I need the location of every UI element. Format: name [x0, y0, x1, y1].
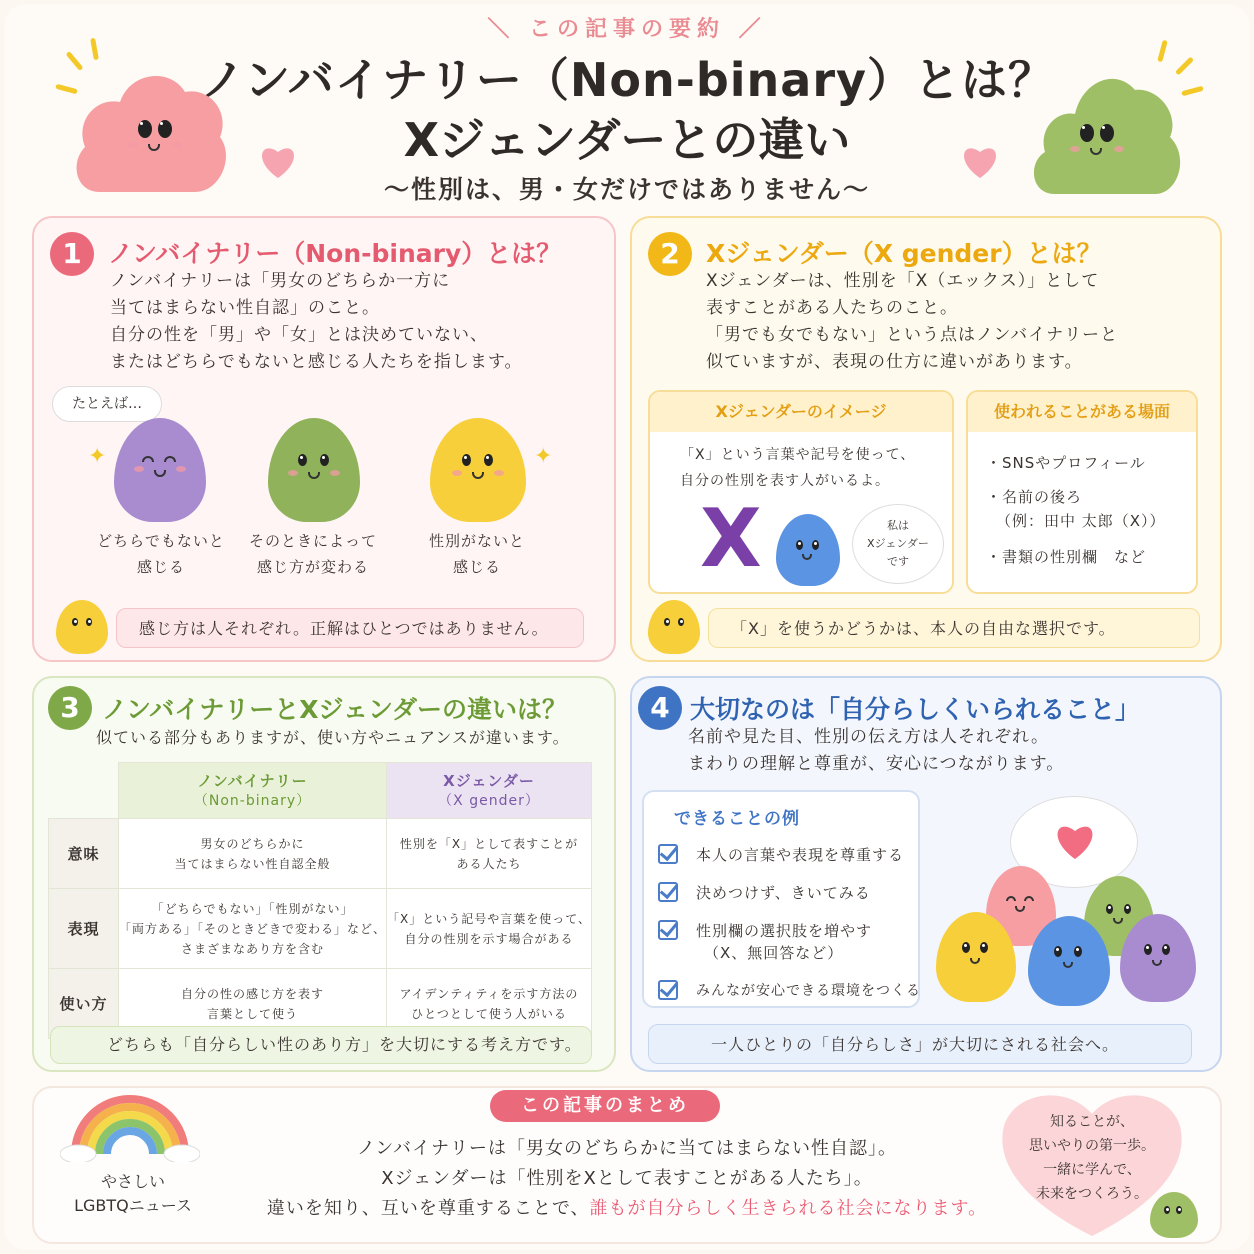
summary-line3: 違いを知り、互いを尊重することで、誰もが自分らしく生きられる社会になります。 [266, 1198, 988, 1219]
site-logo-text: やさしい LGBTQニュース [74, 1172, 192, 1215]
big-heart-message: 知ることが、 思いやりの第一歩。 一緒に学んで、 未来をつくろう。 [996, 1088, 1188, 1238]
col-nonbinary-header: ノンバイナリー （Non-binary） [119, 763, 387, 819]
col-xgender-header: Xジェンダー （X gender） [387, 763, 592, 819]
comparison-table [48, 762, 592, 1039]
section3-title: ノンバイナリーとXジェンダーの違いは？ [102, 695, 568, 724]
page-title-line2: Xジェンダーとの違い [403, 113, 851, 167]
example-caption: どちらでもないと 感じる [97, 532, 225, 576]
section3-note: どちらも「自分らしい性のあり方」を大切にする考え方です。 [50, 1026, 592, 1064]
section2-text: Xジェンダーは、性別を「X（エックス）」として 表すことがある人たちのこと。 「男でも女でもない」という点はノンバイナリーと 似ていますが、表現の仕方に違いがあります。 [706, 271, 1119, 372]
sparkle-icon: ✦ [534, 444, 553, 469]
table-row: 意味 男女のどちらかに 当てはまらない性自認全般 性別を「X」として表すことが ある人たち [49, 819, 592, 889]
x-image-box: Xジェンダーのイメージ 「X」という言葉や記号を使って、 自分の性別を表す人がいるよ。 X 私は Xジェンダー です [648, 390, 954, 594]
summary-line2: Xジェンダーは「性別をXとして表すことがある人たち」。 [381, 1168, 873, 1189]
kicker: ＼ この記事の要約 ／ [487, 17, 767, 42]
table-row: 表現 「どちらでもない」「性別がない」 「両方ある」「そのときどきで変わる」など、 さまざまなあり方を含む 「X」という記号や言葉を使って、 自分の性別を示す場合がある [49, 889, 592, 969]
section4-title: 大切なのは「自分らしくいられること」 [690, 695, 1141, 724]
summary-line1: ノンバイナリーは「男女のどちらかに当てはまらない性自認」。 [356, 1138, 898, 1159]
example-caption: 性別がないと 感じる [428, 532, 525, 576]
page-subtitle: 〜性別は、男・女だけではありません〜 [383, 175, 870, 204]
section3-intro: 似ている部分もありますが、使い方やニュアンスが違います。 [96, 728, 570, 747]
example-speech-bubble: たとえば… [52, 386, 162, 422]
section1-note: 感じ方は人それぞれ。正解はひとつではありません。 [116, 608, 584, 648]
checkbox-icon [658, 882, 678, 902]
section4-note: 一人ひとりの「自分らしさ」が大切にされる社会へ。 [648, 1024, 1192, 1064]
checkbox-icon [658, 980, 678, 1000]
green-cloud-mascot [1030, 62, 1185, 200]
big-x-symbol: X [700, 492, 762, 585]
x-speech-bubble: 私は Xジェンダー です [852, 504, 944, 584]
section1-number: 1 [50, 232, 94, 276]
summary-pill: この記事のまとめ [490, 1090, 720, 1122]
examples-box: できることの例 本人の言葉や表現を尊重する 決めつけず、きいてみる 性別欄の選択肢を増やす （X、無回答など） みんなが安心できる環境をつくる [642, 790, 920, 1008]
table-row: 使い方 自分の性の感じ方を表す 言葉として使う アイデンティティを示す方法の ひとつとして使う人がいる [49, 969, 592, 1039]
section4-text: 名前や見た目、性別の伝え方は人それぞれ。 まわりの理解と尊重が、安心につながります。 [688, 727, 1065, 774]
section1-text: ノンバイナリーは「男女のどちらか一方に 当てはまらない性自認」のこと。 自分の性を「男」や「女」とは決めていない、 またはどちらでもないと感じる人たちを指します。 [110, 271, 523, 372]
heart-icon [258, 144, 298, 184]
pink-cloud-mascot [70, 62, 230, 200]
checkbox-icon [658, 844, 678, 864]
section4-number: 4 [638, 686, 682, 730]
section2-note: 「X」を使うかどうかは、本人の自由な選択です。 [708, 608, 1200, 648]
section1-title: ノンバイナリー（Non-binary）とは？ [108, 239, 562, 268]
usage-scene-box: 使われることがある場面 ・SNSやプロフィール ・名前の後ろ （例：田中 太郎（X）） ・書類の性別欄 など [966, 390, 1198, 594]
checkbox-icon [658, 920, 678, 940]
example-caption: そのときによって 感じ方が変わる [248, 532, 377, 576]
blue-mascot [776, 514, 840, 586]
sparkle-icon: ✦ [88, 444, 107, 469]
heart-icon [960, 144, 1000, 184]
section2-number: 2 [648, 232, 692, 276]
section2-title: Xジェンダー（X gender）とは？ [706, 239, 1102, 268]
page-title-line1: ノンバイナリー（Non-binary）とは？ [198, 53, 1056, 107]
section3-number: 3 [48, 686, 92, 730]
